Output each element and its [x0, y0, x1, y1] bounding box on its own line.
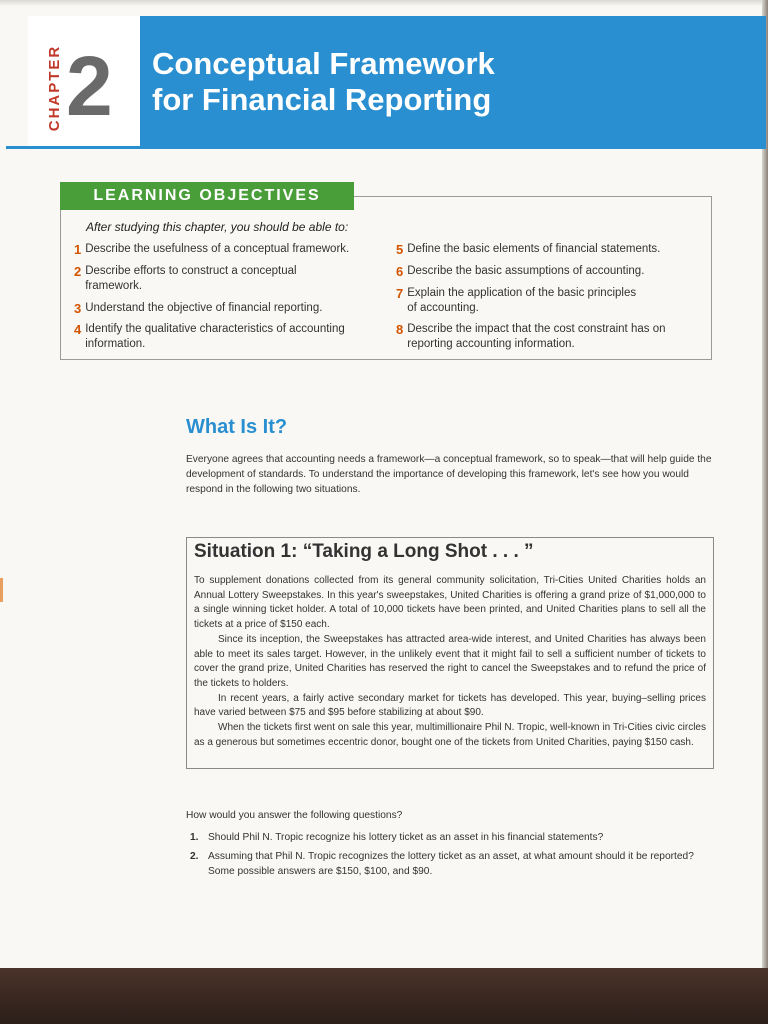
question-text: Assuming that Phil N. Tropic recognizes the lottery ticket as an asset, at what amount should it be reported? Some possible answers are $150, $100, and $90.	[208, 851, 694, 877]
chapter-number: 2	[66, 39, 113, 133]
objective-item	[74, 301, 322, 318]
objective-text-cont: information.	[85, 338, 146, 350]
objective-number: 8	[396, 322, 404, 337]
chapter-number-box	[28, 16, 140, 146]
scan-background	[0, 968, 768, 1024]
situation-body	[194, 574, 706, 750]
objective-item	[74, 322, 345, 352]
objective-text: Understand the objective of financial reporting.	[85, 302, 323, 314]
objective-text: Describe the basic assumptions of accounting.	[407, 265, 645, 277]
question-number: 1.	[190, 832, 199, 843]
objective-text: Describe efforts to construct a conceptual	[85, 265, 297, 277]
situation-paragraph: To supplement donations collected from its general community solicitation, Tri-Cities United Charities holds an Annual Lottery Sweepstakes. In this year's sweepstakes, United Charities is offering a grand prize of $1,000,000 to a single winning ticket holder. A total of 10,000 tickets have been printed, and United Charities plans to sell all the tickets at a price of $150 each.	[194, 575, 706, 631]
chapter-title-line1: Conceptual Framework	[152, 46, 495, 81]
learning-objectives-heading: LEARNING OBJECTIVES	[60, 182, 354, 210]
question-text: Should Phil N. Tropic recognize his lottery ticket as an asset in his financial statements?	[208, 832, 604, 843]
objective-number: 5	[396, 242, 404, 257]
objective-number: 2	[74, 264, 82, 279]
situation-paragraph: When the tickets first went on sale this year, multimillionaire Phil N. Tropic, well-known in Tri-Cities civic circles as a generous but sometimes eccentric donor, bought one of the tickets from United Charities, paying $150 cash.	[194, 722, 706, 748]
situation-paragraph: Since its inception, the Sweepstakes has attracted area-wide interest, and United Charities has always been able to meet its sales target. However, in the unlikely event that it might fail to sell a sufficient number of tickets to cover the grand prize, United Charities has reserved the right to cancel the Sweepstakes and to refund the price of the tickets to holders.	[194, 633, 706, 689]
objective-text: Explain the application of the basic principles	[407, 287, 637, 299]
chapter-title-banner	[140, 16, 766, 146]
objective-number: 6	[396, 264, 404, 279]
margin-mark	[0, 578, 3, 602]
question-number: 2.	[190, 851, 199, 862]
question-item	[190, 830, 720, 845]
objective-number: 3	[74, 301, 82, 316]
objective-text-cont: reporting accounting information.	[407, 338, 575, 350]
objective-item	[396, 322, 665, 352]
objective-text-cont: of accounting.	[407, 302, 479, 314]
objective-text: Identify the qualitative characteristics of accounting	[85, 323, 345, 335]
section-heading: What Is It?	[186, 416, 288, 438]
learning-objectives-intro: After studying this chapter, you should be able to:	[86, 220, 349, 234]
header-rule	[6, 146, 766, 149]
objective-number: 7	[396, 286, 404, 301]
section-body: Everyone agrees that accounting needs a framework—a conceptual framework, so to speak—that will help guide the development of standards. To understand the importance of developing this framework, let's see how you would respond in the following two situations.	[186, 454, 712, 495]
chapter-title-line2: for Financial Reporting	[152, 82, 492, 117]
objective-text-cont: framework.	[85, 280, 143, 292]
questions-intro: How would you answer the following questions?	[186, 810, 403, 821]
chapter-label: CHAPTER	[46, 44, 63, 132]
objective-text: Describe the impact that the cost constraint has on	[407, 323, 666, 335]
question-item	[190, 849, 720, 879]
objective-item	[74, 264, 297, 294]
objective-item	[74, 242, 349, 259]
objective-number: 1	[74, 242, 82, 257]
page-top-edge	[0, 0, 768, 6]
objective-text: Define the basic elements of financial statements.	[407, 243, 661, 255]
situation-paragraph: In recent years, a fairly active secondary market for tickets has developed. This year, buying–selling prices have varied between $75 and $95 before stabilizing at about $90.	[194, 692, 706, 719]
situation-title: Situation 1: “Taking a Long Shot . . . ”	[194, 541, 534, 562]
objective-item	[396, 264, 644, 281]
objective-number: 4	[74, 322, 82, 337]
objective-item	[396, 286, 636, 316]
chapter-title	[152, 46, 712, 118]
objective-item	[396, 242, 660, 259]
objective-text: Describe the usefulness of a conceptual framework.	[85, 243, 350, 255]
